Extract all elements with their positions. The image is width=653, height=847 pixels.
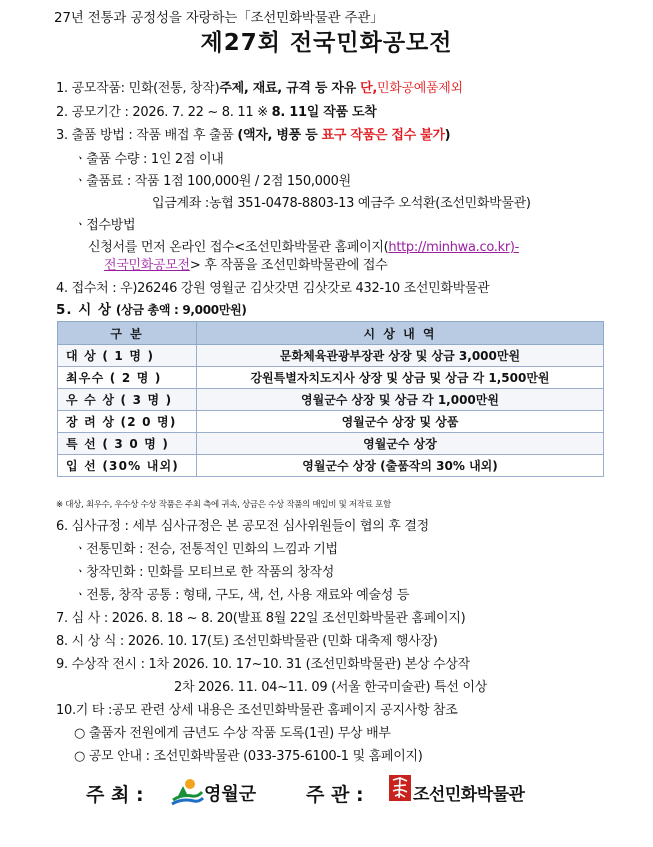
table-row — [58, 367, 604, 389]
item-method-label: ㆍ접수방법 — [74, 218, 136, 233]
award-rank: 최우수 ( 2 명 ) — [58, 367, 197, 389]
item-ceremony: 8. 시 상 식 : 2026. 10. 17(토) 조선민화박물관 (민화 대축제 행사장) — [56, 634, 438, 649]
awards-table — [57, 321, 604, 477]
table-row — [58, 345, 604, 367]
item-awards-heading: 5. 시 상 (상금 총액 : 9,000만원) — [56, 302, 247, 318]
table-row — [58, 411, 604, 433]
award-rank: 대 상 ( 1 명 ) — [58, 345, 197, 367]
organizer-name: 조선민화박물관 — [413, 785, 525, 805]
museum-logo-icon — [388, 774, 412, 807]
item-period: 2. 공모기간 : 2026. 7. 22 ~ 8. 11 ※ 8. 11일 작품 도착 — [56, 105, 377, 120]
award-detail: 영월군수 상장 및 상금 각 1,000만원 — [197, 389, 604, 411]
award-detail: 문화체육관광부장관 상장 및 상금 3,000만원 — [197, 345, 604, 367]
host-label: 주 최 : — [86, 784, 144, 806]
award-detail: 강원특별자치도지사 상장 및 상금 및 상금 각 1,500만원 — [197, 367, 604, 389]
award-rank: 장 려 상 (2 0 명) — [58, 411, 197, 433]
item-fee: ㆍ출품료 : 작품 1점 100,000원 / 2점 150,000원 — [74, 174, 351, 189]
item-count: ㆍ출품 수량 : 1인 2점 이내 — [74, 152, 224, 167]
page-title: 제27회 전국민화공모전 — [200, 30, 453, 56]
item-judging-creative: ㆍ창작민화 : 민화를 모티브로 한 작품의 창작성 — [74, 565, 334, 580]
item-judging-common: ㆍ전통, 창작 공통 : 형태, 구도, 색, 선, 사용 재료와 예술성 등 — [74, 588, 410, 603]
homepage-link[interactable]: http://minhwa.co.kr)- — [388, 240, 520, 255]
award-rank: 우 수 상 ( 3 명 ) — [58, 389, 197, 411]
item-submission-works: 1. 공모작품: 민화(전통, 창작)주제, 재료, 규격 등 자유 단,민화공예품제외 — [56, 81, 463, 96]
item-judging-traditional: ㆍ전통민화 : 전승, 전통적인 민화의 느낌과 기법 — [74, 542, 338, 557]
award-detail: 영월군수 상장 및 상품 — [197, 411, 604, 433]
host-name: 영월군 — [204, 784, 257, 805]
footer — [0, 772, 653, 812]
award-rank: 특 선 ( 3 0 명 ) — [58, 433, 197, 455]
awards-header-row — [58, 322, 604, 345]
item-exhibition-2: 2차 2026. 11. 04~11. 09 (서울 한국미술관) 특선 이상 — [174, 680, 488, 695]
item-exhibition-1: 9. 수상작 전시 : 1차 2026. 10. 17~10. 31 (조선민화박물관) 본상 수상작 — [56, 657, 470, 672]
table-row — [58, 433, 604, 455]
organizer-label: 주 관 : — [306, 784, 364, 806]
award-detail: 영월군수 상장 — [197, 433, 604, 455]
item-etc: 10.기 타 :공모 관련 상세 내용은 조선민화박물관 홈페이지 공지사항 참조 — [56, 703, 458, 718]
item-method: 3. 출품 방법 : 작품 배접 후 출품 (액자, 병풍 등 표구 작품은 접수 불가) — [56, 128, 451, 143]
award-rank: 입 선 (30% 내외) — [58, 455, 197, 477]
awards-note: ※ 대상, 최우수, 우수상 수상 작품은 주최 측에 귀속, 상금은 수상 작품의 매입비 및 저작료 포함 — [56, 500, 391, 510]
item-method-line1: 신청서를 먼저 온라인 접수<조선민화박물관 홈페이지(http://minhwa.co.kr)- — [88, 240, 520, 255]
awards-header-detail: 시 상 내 역 — [197, 322, 604, 345]
item-account: 입금계좌 :농협 351-0478-8803-13 예금주 오석환(조선민화박물관) — [152, 196, 531, 211]
table-row — [58, 455, 604, 477]
award-detail: 영월군수 상장 (출품작의 30% 내외) — [197, 455, 604, 477]
awards-header-category: 구 분 — [58, 322, 197, 345]
item-etc-contact: ○ 공모 안내 : 조선민화박물관 (033-375-6100-1 및 홈페이지) — [74, 749, 423, 764]
contest-link[interactable]: 전국민화공모전 — [104, 258, 190, 273]
item-method-line2: 전국민화공모전> 후 작품을 조선민화박물관에 접수 — [104, 258, 388, 273]
item-etc-catalog: ○ 출품자 전원에게 금년도 수상 작품 도록(1권) 무상 배부 — [74, 726, 391, 741]
item-judging: 6. 심사규정 : 세부 심사규정은 본 공모전 심사위원들이 협의 후 결정 — [56, 519, 429, 534]
yeongwol-logo-icon — [170, 776, 204, 813]
item-review: 7. 심 사 : 2026. 8. 18 ~ 8. 20(발표 8월 22일 조선민화박물관 홈페이지) — [56, 611, 466, 626]
table-row — [58, 389, 604, 411]
item-address: 4. 접수처 : 우)26246 강원 영월군 김삿갓면 김삿갓로 432-10 조선민화박물관 — [56, 281, 490, 296]
subtitle: 27년 전통과 공정성을 자랑하는「조선민화박물관 주관」 — [54, 10, 384, 26]
